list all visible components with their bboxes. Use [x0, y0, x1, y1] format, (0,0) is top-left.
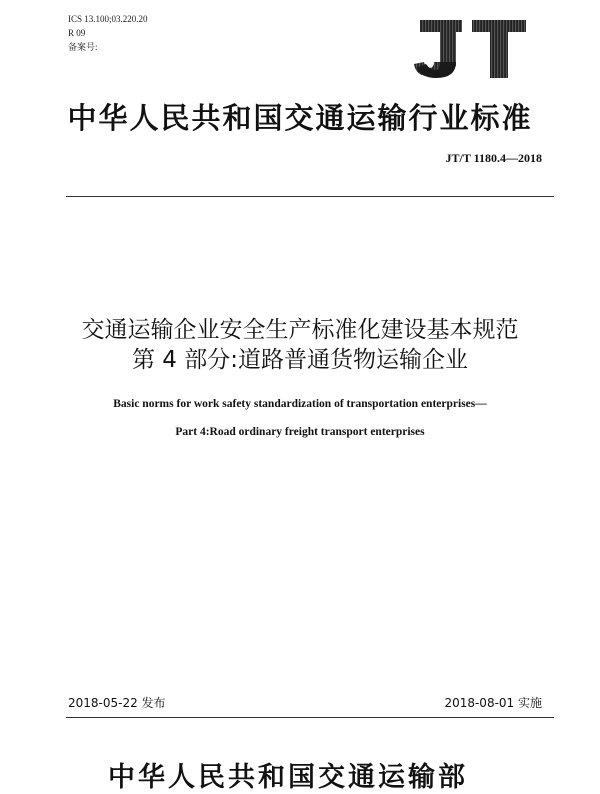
- standard-category-title: 中华人民共和国交通运输行业标准: [67, 101, 533, 135]
- header-divider: [66, 196, 554, 197]
- class-code: R 09: [68, 28, 86, 38]
- title-english-line1: Basic norms for work safety standardization of transportation enterprises—: [113, 398, 487, 410]
- title-chinese-line1: 交通运输企业安全生产标准化建设基本规范: [81, 317, 519, 343]
- record-number: 备案号:: [68, 42, 98, 52]
- standard-number: JT/T 1180.4—2018: [445, 151, 542, 165]
- title-chinese-line2: 第 4 部分:道路普通货物运输企业: [131, 347, 468, 373]
- publish-date: 2018-05-22 发布: [68, 696, 166, 710]
- classification-block: [68, 12, 148, 54]
- issuing-authority: 中华人民共和国交通运输部: [108, 762, 468, 793]
- implement-date: 2018-08-01 实施: [444, 696, 542, 710]
- ics-code: ICS 13.100;03.220.20: [68, 14, 148, 24]
- footer-divider: [66, 717, 554, 718]
- jt-logo: [410, 18, 530, 80]
- title-english-line2: Part 4:Road ordinary freight transport enterprises: [175, 426, 425, 438]
